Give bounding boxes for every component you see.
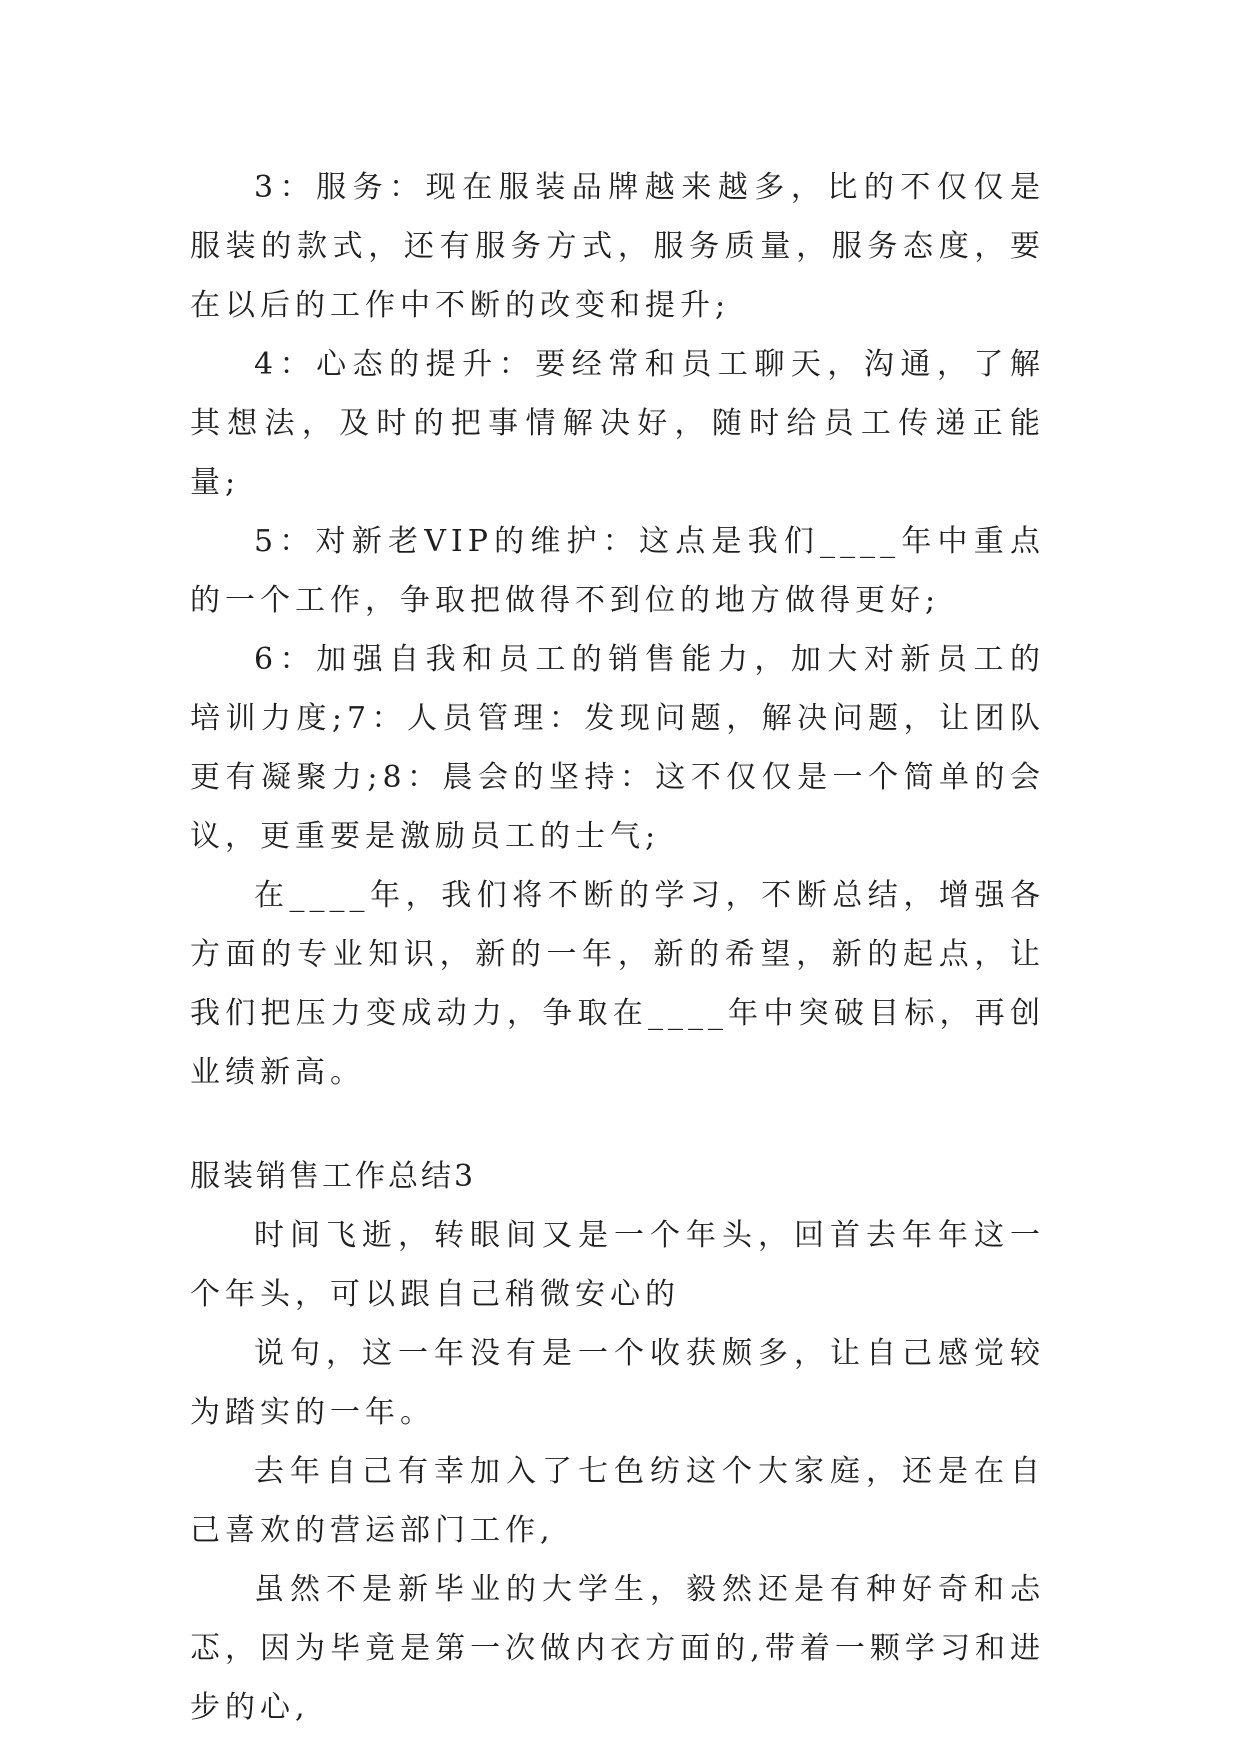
paragraph-mindset: 4：心态的提升：要经常和员工聊天，沟通，了解其想法，及时的把事情解决好，随时给员工传递正能量; (190, 347, 1045, 500)
paragraph-joined-company: 去年自己有幸加入了七色纺这个大家庭，还是在自己喜欢的营运部门工作, (190, 1454, 1045, 1548)
paragraph-fruitful-year: 说句，这一年没有是一个收获颇多，让自己感觉较为踏实的一年。 (190, 1336, 1045, 1430)
section-heading: 服装销售工作总结3 (190, 1159, 477, 1194)
paragraph-outlook: 在____年，我们将不断的学习，不断总结，增强各方面的专业知识，新的一年，新的希望，新的起点，让我们把压力变成动力，争取在____年中突破目标，再创业绩新高。 (190, 878, 1045, 1090)
paragraph-service: 3：服务：现在服装品牌越来越多，比的不仅仅是服装的款式，还有服务方式，服务质量，服务态度，要在以后的工作中不断的改变和提升; (190, 170, 1045, 323)
document-body (190, 158, 1045, 1737)
paragraph-time-flies: 时间飞逝，转眼间又是一个年头，回首去年年这一个年头，可以跟自己稍微安心的 (190, 1218, 1045, 1312)
paragraph-curiosity: 虽然不是新毕业的大学生，毅然还是有种好奇和忐忑，因为毕竟是第一次做内衣方面的,带着一颗学习和进步的心, (190, 1572, 1045, 1725)
paragraph-sales-training: 6：加强自我和员工的销售能力，加大对新员工的培训力度;7：人员管理：发现问题，解决问题，让团队更有凝聚力;8：晨会的坚持：这不仅仅是一个简单的会议，更重要是激励员工的士气; (190, 642, 1045, 854)
paragraph-vip-maintenance: 5：对新老VIP的维护：这点是我们____年中重点的一个工作，争取把做得不到位的地方做得更好; (190, 524, 1045, 618)
